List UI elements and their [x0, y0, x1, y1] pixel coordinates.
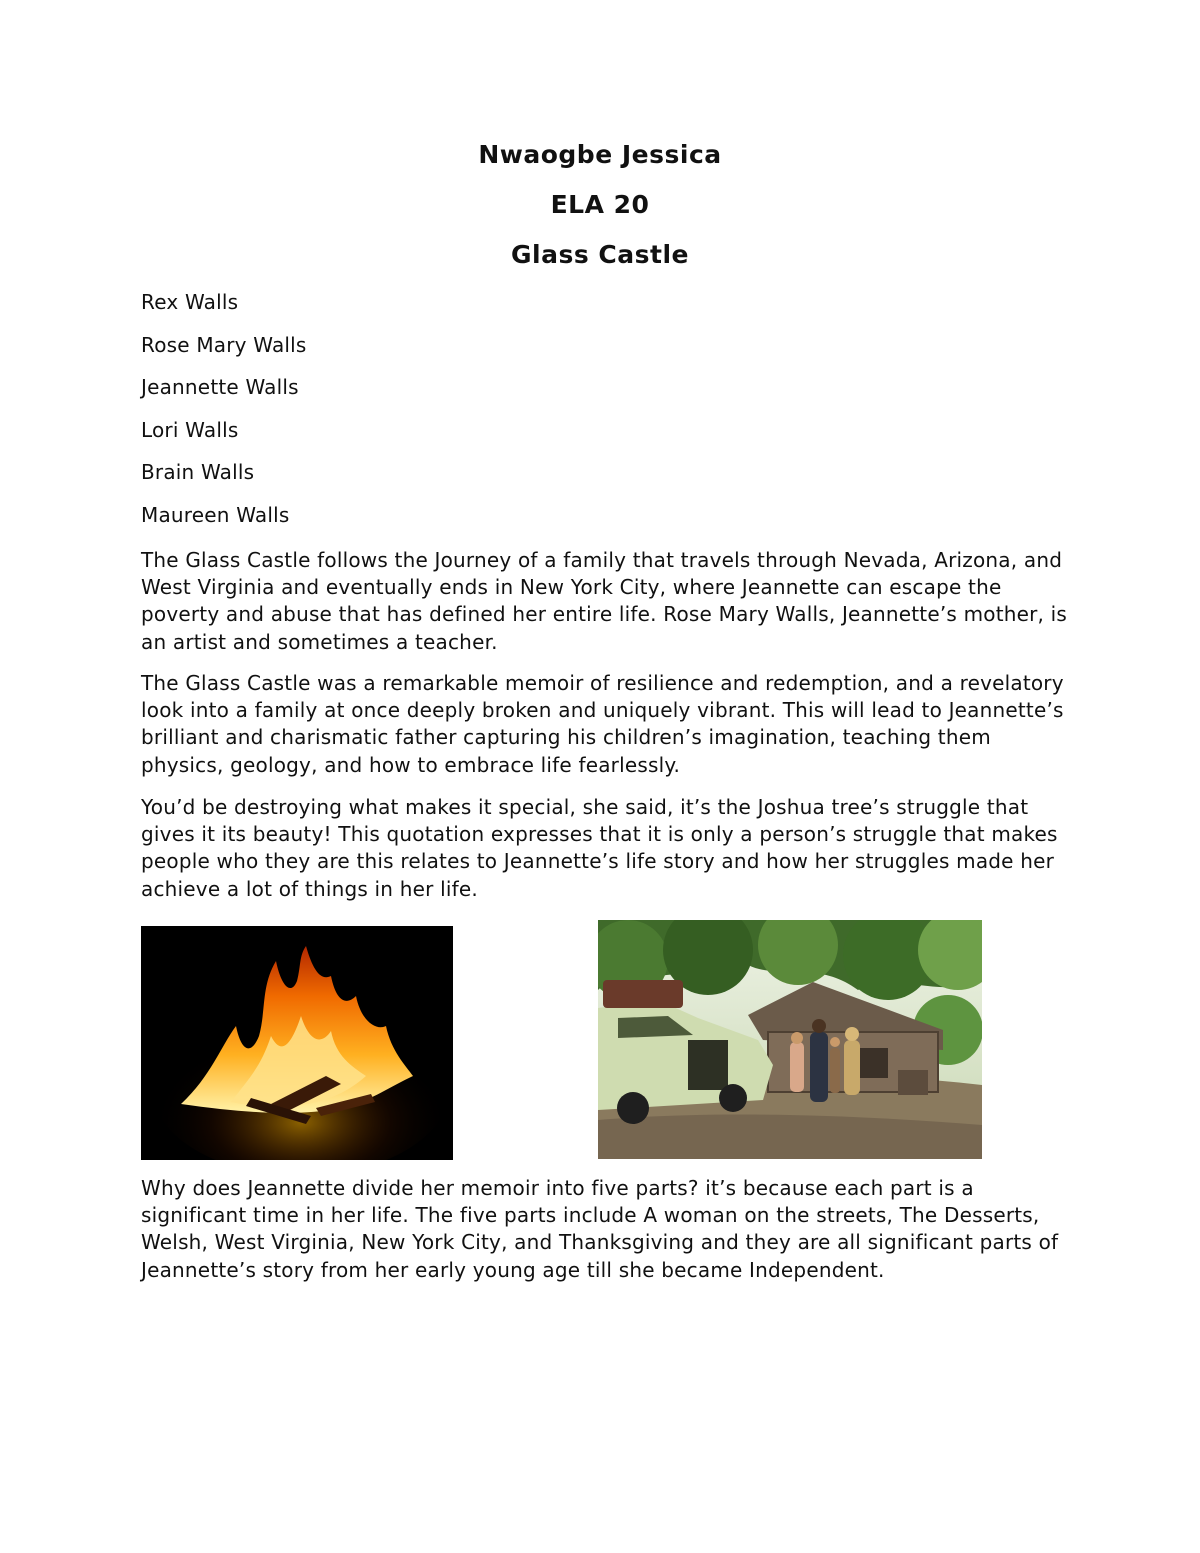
character-item: Lori Walls	[141, 417, 239, 442]
paragraph-quotation: You’d be destroying what makes it special, she said, it’s the Joshua tree’s struggle that gives it its beauty! This quotation expresses that it is only a person’s struggle that makes people who they are this relates to Jeannette’s life story and how her struggles made her achieve a lot of things in her life.	[141, 795, 1058, 901]
author-name: Nwaogbe Jessica	[478, 140, 722, 169]
character-item: Brain Walls	[141, 460, 255, 485]
character-item: Jeannette Walls	[141, 375, 299, 400]
character-list	[141, 288, 307, 544]
character-item: Rose Mary Walls	[141, 332, 307, 357]
paragraph-summary: The Glass Castle follows the Journey of a family that travels through Nevada, Arizona, and West Virginia and eventually ends in New York City, where Jeannette can escape the poverty and abuse that has defined her entire life. Rose Mary Walls, Jeannette’s mother, is an artist and sometimes a teacher.	[141, 548, 1068, 654]
document-title: Glass Castle	[511, 240, 689, 269]
character-item: Rex Walls	[141, 290, 239, 314]
paragraph-review: The Glass Castle was a remarkable memoir of resilience and redemption, and a revelatory look into a family at once deeply broken and uniquely vibrant. This will lead to Jeannette’s brilliant and charismatic father capturing his children’s imagination, teaching them physics, geology, and how to embrace life fearlessly.	[141, 671, 1064, 777]
paragraph-five-parts: Why does Jeannette divide her memoir into five parts? it’s because each part is a significant time in her life. The five parts include A woman on the streets, The Desserts, Welsh, West Virginia, New York City, and Thanksgiving and they are all significant parts of Jeannette’s story from her early young age till she became Independent.	[141, 1176, 1059, 1282]
family-cabin-image	[598, 920, 982, 1159]
course-name: ELA 20	[550, 190, 650, 219]
character-item: Maureen Walls	[141, 502, 290, 527]
campfire-image	[141, 926, 453, 1160]
